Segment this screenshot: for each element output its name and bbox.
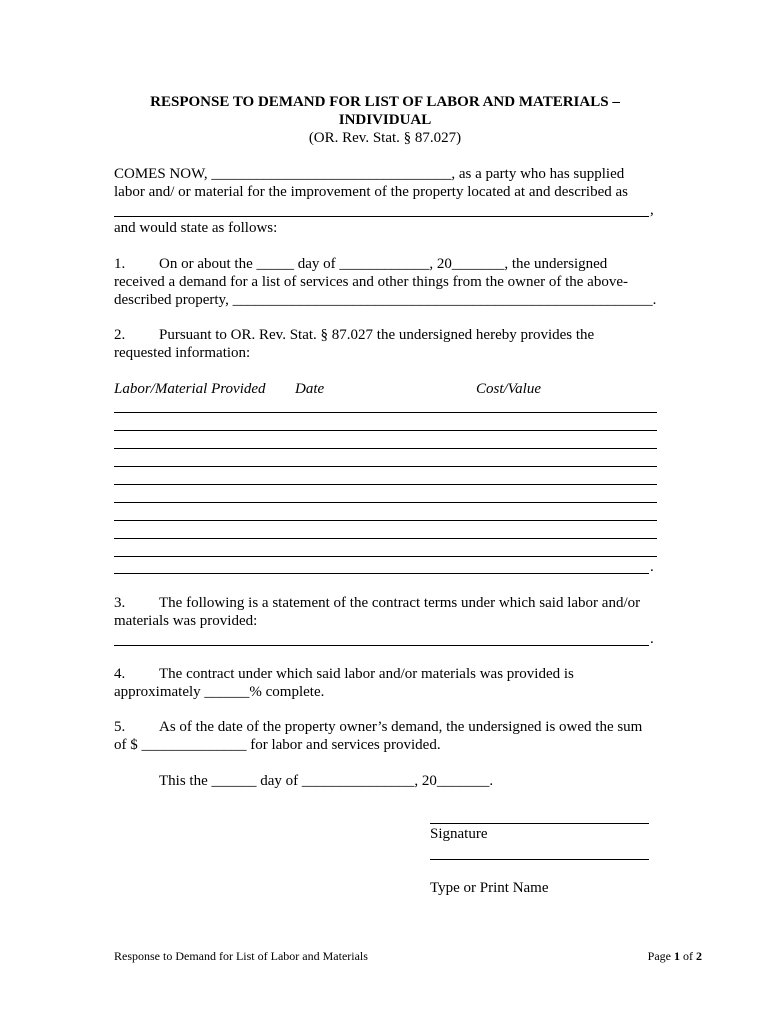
header-cost-value: Cost/Value (476, 381, 542, 397)
para5-text-line1: As of the date of the property owner’s demand, the undersigned is owed the sum (159, 719, 643, 735)
para1-line3: described property, ________________________________________________________. (114, 292, 657, 308)
signature-line (430, 823, 649, 824)
footer-page-number (648, 949, 702, 964)
para5-number: 5. (114, 719, 126, 735)
document-title-line2: INDIVIDUAL (338, 112, 432, 128)
contract-terms-period: . (650, 631, 654, 647)
para4-line1 (114, 666, 574, 683)
entry-line (114, 466, 657, 467)
contract-terms-blank (114, 645, 649, 646)
para1-line1 (114, 256, 607, 273)
table-end-period: . (650, 559, 654, 575)
header-labor-material: Labor/Material Provided (114, 381, 266, 397)
para4-number: 4. (114, 666, 126, 682)
footer-document-name: Response to Demand for List of Labor and Materials (114, 949, 368, 963)
para4-text-line1: The contract under which said labor and/or materials was provided is (159, 666, 574, 682)
para5-line2: of $ ______________ for labor and services provided. (114, 737, 441, 753)
print-name-line (430, 859, 649, 860)
para3-text-line1: The following is a statement of the contract terms under which said labor and/or (159, 595, 641, 611)
print-name-label: Type or Print Name (430, 880, 549, 896)
entry-line (114, 556, 657, 557)
intro-line2: labor and/ or material for the improvement of the property located at and described as (114, 184, 628, 200)
para5-line1 (114, 719, 642, 736)
para2-number: 2. (114, 327, 126, 343)
intro-line1: COMES NOW, ________________________________, as a party who has supplied (114, 166, 625, 182)
entry-line (114, 538, 657, 539)
signature-label: Signature (430, 826, 488, 842)
page-current: 1 (674, 949, 680, 963)
para3-line2: materials was provided: (114, 613, 258, 629)
intro-line4: and would state as follows: (114, 220, 278, 236)
statute-citation: (OR. Rev. Stat. § 87.027) (308, 130, 462, 146)
para4-line2: approximately ______% complete. (114, 684, 325, 700)
page-prefix: Page (647, 949, 674, 963)
para3-number: 3. (114, 595, 126, 611)
entry-line (114, 412, 657, 413)
para3-line1 (114, 595, 640, 612)
entry-line (114, 430, 657, 431)
para1-number: 1. (114, 256, 126, 272)
para2-text-line1: Pursuant to OR. Rev. Stat. § 87.027 the undersigned hereby provides the (159, 327, 595, 343)
entry-line (114, 573, 649, 574)
property-description-blank (114, 216, 649, 217)
para2-line2: requested information: (114, 345, 251, 361)
entry-line (114, 520, 657, 521)
para1-text-line1: On or about the _____ day of ____________, 20_______, the undersigned (159, 256, 608, 272)
entry-line (114, 484, 657, 485)
dated-line: This the ______ day of _______________, 20_______. (159, 773, 494, 789)
page-of: of (680, 949, 696, 963)
document-title-line1: RESPONSE TO DEMAND FOR LIST OF LABOR AND MATERIALS – (150, 94, 620, 110)
header-date: Date (295, 381, 325, 397)
para2-line1 (114, 327, 594, 344)
page-total: 2 (696, 949, 702, 963)
property-description-comma: , (650, 202, 654, 218)
para1-line2: received a demand for a list of services and other things from the owner of the above- (114, 274, 628, 290)
entry-line (114, 448, 657, 449)
entry-line (114, 502, 657, 503)
